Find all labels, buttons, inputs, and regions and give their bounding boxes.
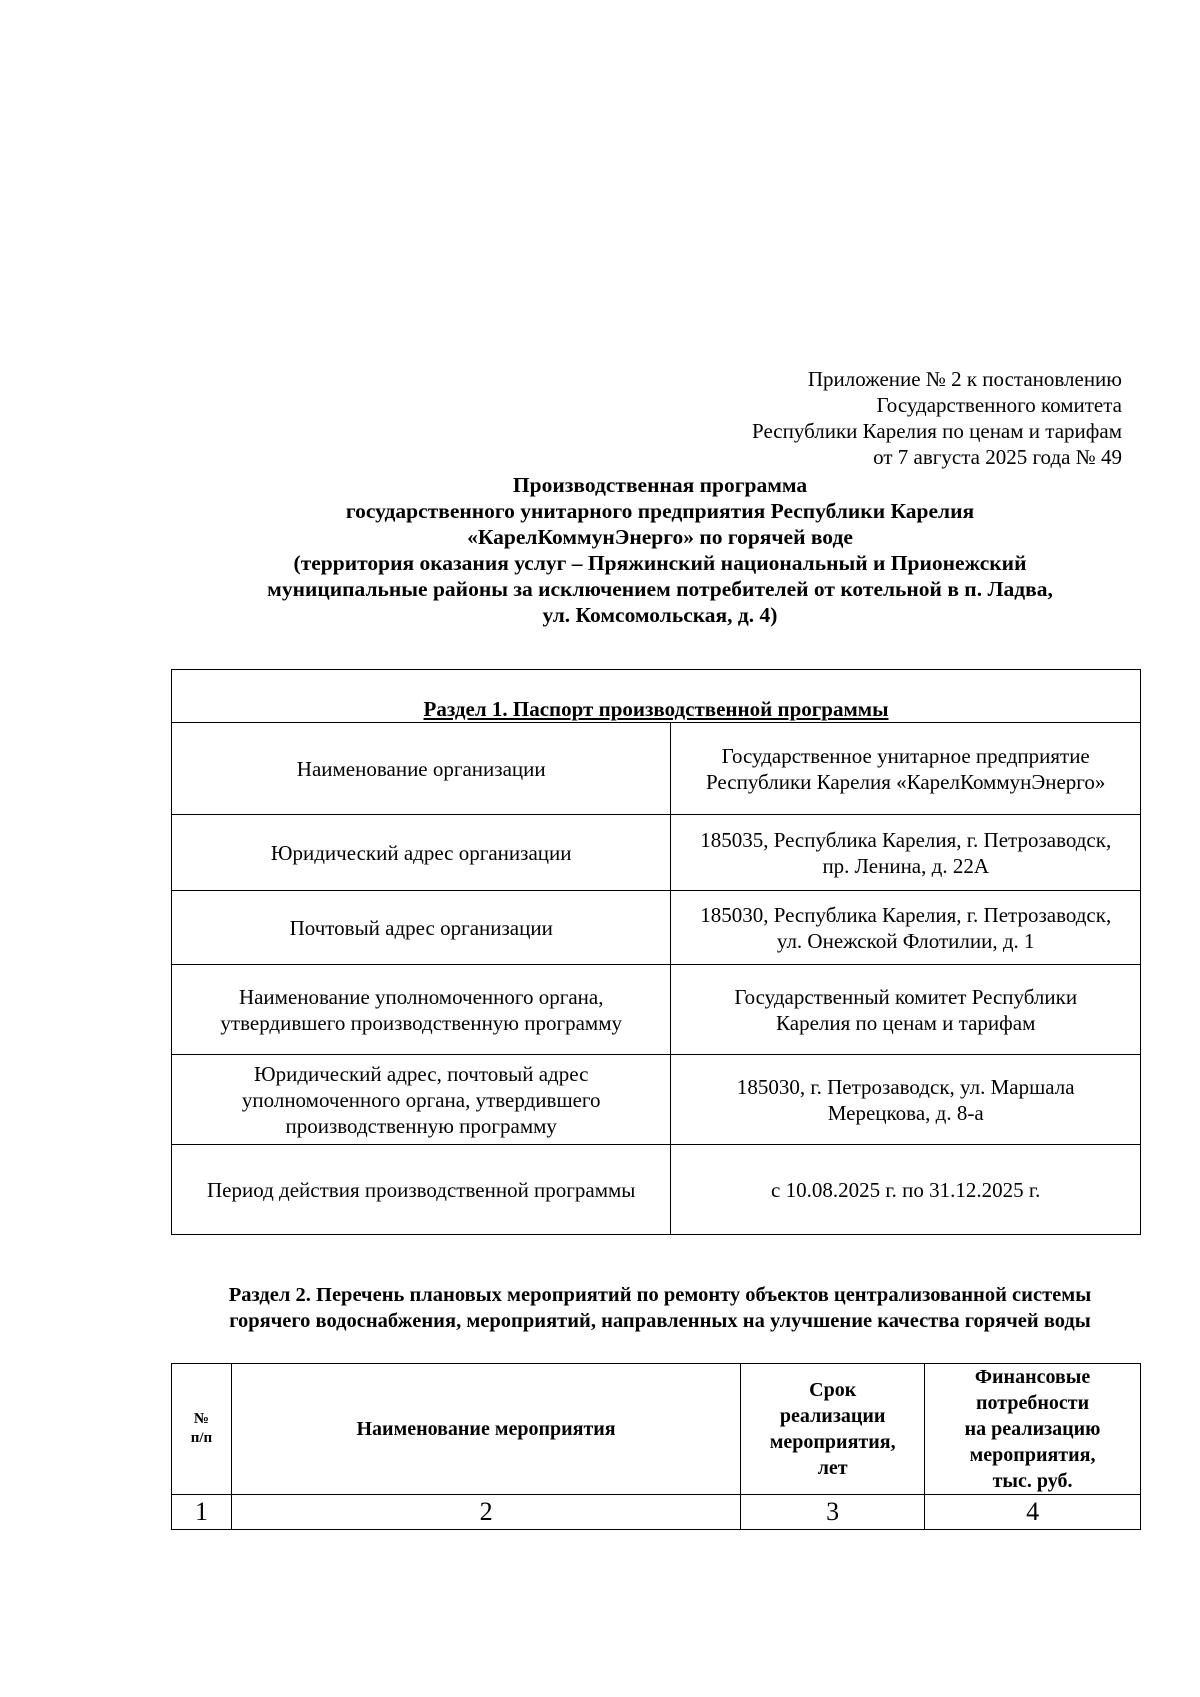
header-cell-finance (925, 1364, 1141, 1495)
passport-label-line: Почтовый адрес организации (289, 915, 553, 940)
passport-value-line: 185035, Республика Карелия, г. Петрозаводск, (700, 827, 1112, 852)
passport-value-cell (671, 891, 1141, 965)
passport-heading-row (172, 670, 1141, 723)
appendix-line: от 7 августа 2025 года № 49 (873, 445, 1122, 469)
passport-label-line: утвердившего производственную программу (220, 1010, 622, 1035)
appendix-note (422, 366, 1122, 470)
appendix-line: Приложение № 2 к постановлению (807, 367, 1122, 391)
passport-value-line: с 10.08.2025 г. по 31.12.2025 г. (771, 1177, 1041, 1202)
passport-table (171, 669, 1141, 1235)
header-line: на реализацию (964, 1418, 1101, 1440)
title-line: муниципальные районы за исключением потребителей от котельной в п. Ладва, (267, 577, 1053, 601)
passport-row (172, 1055, 1141, 1145)
passport-value-line: 185030, Республика Карелия, г. Петрозаводск, (700, 902, 1112, 927)
title-line: (территория оказания услуг – Пряжинский национальный и Прионежский (293, 551, 1027, 575)
passport-label-line: Наименование уполномоченного органа, (238, 984, 604, 1009)
passport-row (172, 1145, 1141, 1235)
passport-value-line: ул. Онежской Флотилии, д. 1 (776, 928, 1035, 953)
header-line: тыс. руб. (992, 1470, 1073, 1492)
passport-row (172, 965, 1141, 1055)
passport-label-cell (172, 815, 671, 891)
passport-row (172, 815, 1141, 891)
title-line: Производственная программа (512, 473, 808, 497)
passport-value-line: Государственный комитет Республики (734, 984, 1078, 1009)
section2-line: Раздел 2. Перечень плановых мероприятий по ремонту объектов централизованной системы (228, 1284, 1092, 1306)
header-line: Наименование мероприятия (356, 1418, 616, 1440)
header-line: реализации (779, 1405, 886, 1427)
section2-heading (160, 1282, 1160, 1334)
section2-line: горячего водоснабжения, мероприятий, направленных на улучшение качества горячей воды (229, 1310, 1091, 1332)
column-number: 2 (231, 1495, 740, 1530)
appendix-line: Республики Карелия по ценам и тарифам (752, 419, 1122, 443)
passport-value-line: Карелия по ценам и тарифам (776, 1010, 1036, 1035)
passport-row (172, 723, 1141, 815)
appendix-line: Государственного комитета (876, 393, 1122, 417)
column-number: 4 (925, 1495, 1141, 1530)
measures-header-row (172, 1364, 1141, 1495)
passport-value-cell (671, 723, 1141, 815)
title-line: ул. Комсомольская, д. 4) (542, 603, 778, 627)
header-line: № (193, 1411, 209, 1427)
passport-value-cell (671, 1145, 1141, 1235)
passport-label-line: Период действия производственной программы (207, 1177, 636, 1202)
passport-label-line: Юридический адрес, почтовый адрес (254, 1061, 589, 1086)
passport-label-line: Наименование организации (296, 756, 546, 781)
passport-value-cell (671, 815, 1141, 891)
passport-value-cell (671, 965, 1141, 1055)
title-line: государственного унитарного предприятия Республики Карелия (345, 499, 975, 523)
passport-label-cell (172, 891, 671, 965)
passport-value-line: Мерецкова, д. 8-а (827, 1100, 984, 1125)
column-number: 3 (741, 1495, 925, 1530)
passport-label-line: уполномоченного органа, утвердившего (241, 1087, 601, 1112)
document-title (160, 472, 1160, 628)
header-line: мероприятия, (769, 1431, 896, 1453)
measures-number-row (172, 1495, 1141, 1530)
passport-label-cell (172, 723, 671, 815)
passport-label-line: производственную программу (285, 1113, 557, 1138)
passport-value-line: 185030, г. Петрозаводск, ул. Маршала (736, 1074, 1075, 1099)
header-cell-name (231, 1364, 740, 1495)
header-line: мероприятия, (969, 1444, 1096, 1466)
passport-value-line: Республики Карелия «КарелКоммунЭнерго» (706, 769, 1106, 794)
passport-heading-cell (172, 670, 1141, 723)
passport-row (172, 891, 1141, 965)
passport-label-line: Юридический адрес организации (270, 840, 572, 865)
header-line: Срок (809, 1379, 857, 1401)
passport-value-cell (671, 1055, 1141, 1145)
header-line: лет (817, 1457, 848, 1479)
passport-label-cell (172, 965, 671, 1055)
passport-label-cell (172, 1055, 671, 1145)
column-number: 1 (172, 1495, 232, 1530)
passport-label-cell (172, 1145, 671, 1235)
header-line: п/п (190, 1430, 213, 1446)
header-line: Финансовые (974, 1366, 1091, 1388)
passport-value-line: Государственное унитарное предприятие (721, 743, 1090, 768)
passport-heading: Раздел 1. Паспорт производственной программы (423, 697, 889, 721)
passport-value-line: пр. Ленина, д. 22А (822, 853, 989, 878)
header-line: потребности (976, 1392, 1090, 1414)
title-line: «КарелКоммунЭнерго» по горячей воде (467, 525, 853, 549)
measures-table (171, 1363, 1141, 1530)
header-cell-term (741, 1364, 925, 1495)
header-cell-number (172, 1364, 232, 1495)
